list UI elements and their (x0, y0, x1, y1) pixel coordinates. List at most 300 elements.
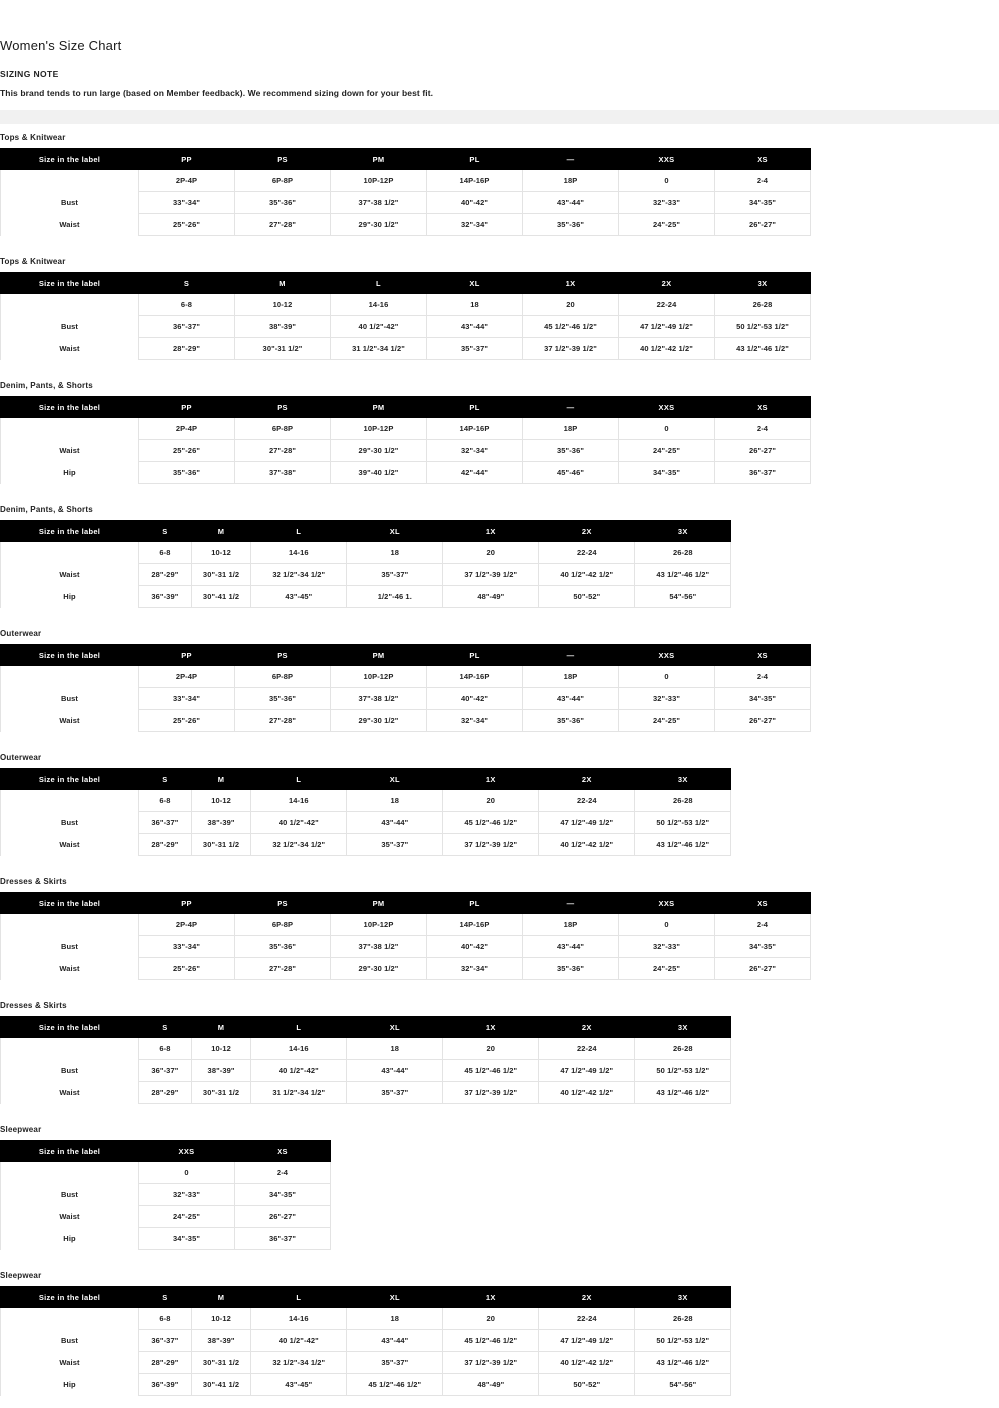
row-label: Waist (1, 1352, 139, 1374)
row-label: Waist (1, 440, 139, 462)
measurement-cell: 45"-46" (523, 462, 619, 484)
size-table (0, 396, 811, 484)
size-section (0, 753, 999, 868)
measurement-cell: 0 (619, 418, 715, 440)
table-row (1, 1060, 731, 1082)
measurement-cell: 43"-44" (347, 812, 443, 834)
measurement-cell: 2-4 (715, 170, 811, 192)
size-section (0, 257, 999, 372)
measurement-cell: 50 1/2"-53 1/2" (635, 812, 731, 834)
size-header-cell: L (251, 769, 347, 790)
measurement-cell: 37 1/2"-39 1/2" (443, 834, 539, 856)
measurement-cell: 6P-8P (235, 914, 331, 936)
row-label (1, 418, 139, 440)
measurement-cell: 22-24 (539, 1038, 635, 1060)
size-header-cell: XXS (619, 645, 715, 666)
table-header-row (1, 769, 731, 790)
measurement-cell: 32"-34" (427, 710, 523, 732)
row-label: Bust (1, 316, 139, 338)
table-header-row (1, 1287, 731, 1308)
measurement-cell: 6-8 (139, 1038, 192, 1060)
measurement-cell: 20 (523, 294, 619, 316)
section-title: Dresses & Skirts (0, 877, 67, 886)
section-spacer (0, 360, 999, 372)
size-header-cell: 2X (539, 1017, 635, 1038)
measurement-cell: 25"-26" (139, 214, 235, 236)
row-label: Waist (1, 1206, 139, 1228)
measurement-cell: 34"-35" (139, 1228, 235, 1250)
measurement-cell: 31 1/2"-34 1/2" (251, 1082, 347, 1104)
section-divider (0, 110, 999, 124)
row-label: Bust (1, 812, 139, 834)
table-row (1, 812, 731, 834)
table-row (1, 294, 811, 316)
row-label: Size in the label (1, 893, 139, 914)
measurement-cell: 38"-39" (235, 316, 331, 338)
measurement-cell: 36"-37" (139, 316, 235, 338)
size-section (0, 877, 999, 992)
measurement-cell: 31 1/2"-34 1/2" (331, 338, 427, 360)
section-spacer (0, 236, 999, 248)
measurement-cell: 45 1/2"-46 1/2" (347, 1374, 443, 1396)
measurement-cell: 40 1/2"-42" (251, 1330, 347, 1352)
measurement-cell: 10P-12P (331, 666, 427, 688)
measurement-cell: 40 1/2"-42" (251, 1060, 347, 1082)
measurement-cell: 43 1/2"-46 1/2" (715, 338, 811, 360)
row-label: Size in the label (1, 521, 139, 542)
measurement-cell: 32"-34" (427, 214, 523, 236)
size-header-cell: — (523, 645, 619, 666)
size-header-cell: 1X (443, 1017, 539, 1038)
row-label (1, 914, 139, 936)
size-header-cell: M (191, 1287, 251, 1308)
measurement-cell: 20 (443, 1308, 539, 1330)
size-header-cell: PL (427, 645, 523, 666)
size-header-cell: M (191, 769, 251, 790)
size-header-cell: S (139, 1017, 192, 1038)
measurement-cell: 6-8 (139, 1308, 192, 1330)
measurement-cell: 18 (427, 294, 523, 316)
measurement-cell: 24"-25" (619, 440, 715, 462)
measurement-cell: 45 1/2"-46 1/2" (443, 1330, 539, 1352)
measurement-cell: 26"-27" (715, 214, 811, 236)
table-row (1, 1352, 731, 1374)
measurement-cell: 34"-35" (235, 1184, 331, 1206)
size-header-cell: PM (331, 645, 427, 666)
size-section (0, 133, 999, 248)
measurement-cell: 38"-39" (191, 812, 251, 834)
measurement-cell: 35"-37" (427, 338, 523, 360)
size-header-cell: L (331, 273, 427, 294)
measurement-cell: 35"-36" (139, 462, 235, 484)
size-table (0, 644, 811, 732)
size-header-cell: XS (715, 645, 811, 666)
measurement-cell: 54"-56" (635, 586, 731, 608)
measurement-cell: 26-28 (715, 294, 811, 316)
measurement-cell: 18 (347, 1038, 443, 1060)
table-row (1, 542, 731, 564)
size-header-cell: 3X (715, 273, 811, 294)
row-label: Bust (1, 936, 139, 958)
table-row (1, 834, 731, 856)
table-row (1, 586, 731, 608)
measurement-cell: 35"-36" (523, 440, 619, 462)
measurement-cell: 35"-36" (235, 936, 331, 958)
table-header-row (1, 521, 731, 542)
measurement-cell: 40 1/2"-42" (331, 316, 427, 338)
measurement-cell: 37 1/2"-39 1/2" (443, 1082, 539, 1104)
row-label (1, 790, 139, 812)
measurement-cell: 35"-36" (523, 958, 619, 980)
row-label (1, 666, 139, 688)
section-title: Denim, Pants, & Shorts (0, 505, 93, 514)
measurement-cell: 14-16 (251, 1038, 347, 1060)
size-header-cell: XL (347, 769, 443, 790)
row-label: Bust (1, 1330, 139, 1352)
measurement-cell: 37 1/2"-39 1/2" (443, 1352, 539, 1374)
measurement-cell: 1/2"-46 1. (347, 586, 443, 608)
measurement-cell: 28"-29" (139, 338, 235, 360)
measurement-cell: 45 1/2"-46 1/2" (523, 316, 619, 338)
size-header-cell: PS (235, 893, 331, 914)
size-header-cell: PS (235, 149, 331, 170)
measurement-cell: 29"-30 1/2" (331, 440, 427, 462)
size-header-cell: PS (235, 397, 331, 418)
section-title: Dresses & Skirts (0, 1001, 67, 1010)
row-label (1, 170, 139, 192)
row-label: Bust (1, 1184, 139, 1206)
size-header-cell: — (523, 397, 619, 418)
measurement-cell: 50"-52" (539, 586, 635, 608)
measurement-cell: 2P-4P (139, 170, 235, 192)
measurement-cell: 2P-4P (139, 418, 235, 440)
row-label: Hip (1, 462, 139, 484)
measurement-cell: 30"-31 1/2" (235, 338, 331, 360)
measurement-cell: 30"-31 1/2 (191, 1082, 251, 1104)
table-row (1, 1308, 731, 1330)
row-label (1, 1038, 139, 1060)
measurement-cell: 32"-33" (139, 1184, 235, 1206)
row-label: Bust (1, 688, 139, 710)
measurement-cell: 35"-36" (523, 214, 619, 236)
section-spacer (0, 608, 999, 620)
measurement-cell: 40 1/2"-42 1/2" (539, 564, 635, 586)
measurement-cell: 28"-29" (139, 564, 192, 586)
size-header-cell: M (191, 521, 251, 542)
measurement-cell: 26"-27" (715, 440, 811, 462)
table-row (1, 936, 811, 958)
size-header-cell: L (251, 1017, 347, 1038)
measurement-cell: 20 (443, 1038, 539, 1060)
row-label: Waist (1, 564, 139, 586)
measurement-cell: 14P-16P (427, 418, 523, 440)
size-header-cell: XS (235, 1141, 331, 1162)
size-header-cell: 1X (443, 1287, 539, 1308)
size-header-cell: PP (139, 645, 235, 666)
measurement-cell: 32"-33" (619, 936, 715, 958)
measurement-cell: 10-12 (191, 542, 251, 564)
measurement-cell: 43 1/2"-46 1/2" (635, 564, 731, 586)
measurement-cell: 24"-25" (619, 958, 715, 980)
table-row (1, 790, 731, 812)
measurement-cell: 47 1/2"-49 1/2" (619, 316, 715, 338)
size-header-cell: L (251, 521, 347, 542)
size-header-cell: 3X (635, 1287, 731, 1308)
measurement-cell: 35"-37" (347, 834, 443, 856)
section-title: Denim, Pants, & Shorts (0, 381, 93, 390)
measurement-cell: 40"-42" (427, 688, 523, 710)
measurement-cell: 33"-34" (139, 192, 235, 214)
measurement-cell: 34"-35" (715, 688, 811, 710)
measurement-cell: 14P-16P (427, 914, 523, 936)
row-label: Waist (1, 214, 139, 236)
measurement-cell: 18P (523, 914, 619, 936)
table-header-row (1, 273, 811, 294)
measurement-cell: 32"-33" (619, 192, 715, 214)
measurement-cell: 32 1/2"-34 1/2" (251, 564, 347, 586)
size-section (0, 381, 999, 496)
measurement-cell: 14-16 (251, 542, 347, 564)
measurement-cell: 36"-39" (139, 586, 192, 608)
measurement-cell: 25"-26" (139, 440, 235, 462)
size-header-cell: XXS (619, 893, 715, 914)
table-row (1, 1206, 331, 1228)
measurement-cell: 34"-35" (715, 192, 811, 214)
measurement-cell: 37"-38" (235, 462, 331, 484)
size-header-cell: XL (347, 521, 443, 542)
table-row (1, 1038, 731, 1060)
row-label (1, 542, 139, 564)
size-header-cell: PP (139, 893, 235, 914)
measurement-cell: 0 (619, 170, 715, 192)
measurement-cell: 10-12 (235, 294, 331, 316)
measurement-cell: 6-8 (139, 294, 235, 316)
size-section (0, 629, 999, 744)
measurement-cell: 37 1/2"-39 1/2" (523, 338, 619, 360)
measurement-cell: 6P-8P (235, 418, 331, 440)
measurement-cell: 18P (523, 170, 619, 192)
measurement-cell: 43"-45" (251, 1374, 347, 1396)
sizing-note-body: This brand tends to run large (based on Member feedback). We recommend sizing down for your best fit. (0, 88, 434, 98)
measurement-cell: 54"-56" (635, 1374, 731, 1396)
measurement-cell: 43 1/2"-46 1/2" (635, 834, 731, 856)
section-title: Sleepwear (0, 1271, 42, 1280)
measurement-cell: 32 1/2"-34 1/2" (251, 834, 347, 856)
table-row (1, 958, 811, 980)
table-row (1, 170, 811, 192)
measurement-cell: 43"-44" (427, 316, 523, 338)
measurement-cell: 2-4 (715, 666, 811, 688)
row-label: Waist (1, 834, 139, 856)
table-row (1, 316, 811, 338)
measurement-cell: 26-28 (635, 790, 731, 812)
measurement-cell: 40"-42" (427, 192, 523, 214)
table-header-row (1, 893, 811, 914)
measurement-cell: 10-12 (191, 790, 251, 812)
measurement-cell: 42"-44" (427, 462, 523, 484)
measurement-cell: 14-16 (251, 790, 347, 812)
measurement-cell: 29"-30 1/2" (331, 214, 427, 236)
measurement-cell: 6-8 (139, 542, 192, 564)
size-header-cell: — (523, 893, 619, 914)
measurement-cell: 43"-44" (347, 1060, 443, 1082)
size-table (0, 148, 811, 236)
measurement-cell: 18P (523, 666, 619, 688)
size-header-cell: XXS (619, 149, 715, 170)
size-table (0, 768, 731, 856)
table-header-row (1, 645, 811, 666)
size-header-cell: XL (347, 1017, 443, 1038)
measurement-cell: 37"-38 1/2" (331, 936, 427, 958)
size-header-cell: XS (715, 893, 811, 914)
measurement-cell: 45 1/2"-46 1/2" (443, 1060, 539, 1082)
size-header-cell: PM (331, 397, 427, 418)
section-spacer (0, 1104, 999, 1116)
size-table (0, 272, 811, 360)
measurement-cell: 39"-40 1/2" (331, 462, 427, 484)
section-spacer (0, 1396, 999, 1408)
measurement-cell: 26"-27" (235, 1206, 331, 1228)
size-header-cell: PL (427, 397, 523, 418)
measurement-cell: 14P-16P (427, 170, 523, 192)
measurement-cell: 34"-35" (715, 936, 811, 958)
size-header-cell: XS (715, 397, 811, 418)
measurement-cell: 40"-42" (427, 936, 523, 958)
measurement-cell: 35"-36" (235, 688, 331, 710)
size-header-cell: M (235, 273, 331, 294)
measurement-cell: 30"-31 1/2 (191, 834, 251, 856)
size-header-cell: XXS (619, 397, 715, 418)
size-header-cell: XL (427, 273, 523, 294)
size-table (0, 1140, 331, 1250)
size-table (0, 520, 731, 608)
size-header-cell: — (523, 149, 619, 170)
section-title: Tops & Knitwear (0, 257, 66, 266)
size-section (0, 1001, 999, 1116)
measurement-cell: 32"-33" (619, 688, 715, 710)
measurement-cell: 32"-34" (427, 440, 523, 462)
table-row (1, 710, 811, 732)
size-header-cell: S (139, 769, 192, 790)
size-header-cell: XL (347, 1287, 443, 1308)
measurement-cell: 14-16 (251, 1308, 347, 1330)
section-title: Tops & Knitwear (0, 133, 66, 142)
size-header-cell: S (139, 521, 192, 542)
row-label: Size in the label (1, 1017, 139, 1038)
size-header-cell: 2X (539, 1287, 635, 1308)
measurement-cell: 34"-35" (619, 462, 715, 484)
measurement-cell: 50"-52" (539, 1374, 635, 1396)
measurement-cell: 33"-34" (139, 936, 235, 958)
measurement-cell: 26"-27" (715, 958, 811, 980)
size-section (0, 505, 999, 620)
measurement-cell: 40 1/2"-42" (251, 812, 347, 834)
table-row (1, 462, 811, 484)
measurement-cell: 48"-49" (443, 1374, 539, 1396)
measurement-cell: 20 (443, 790, 539, 812)
size-section (0, 1125, 999, 1262)
table-header-row (1, 1017, 731, 1038)
row-label: Size in the label (1, 769, 139, 790)
measurement-cell: 36"-39" (139, 1374, 192, 1396)
measurement-cell: 26-28 (635, 1038, 731, 1060)
measurement-cell: 0 (619, 914, 715, 936)
section-spacer (0, 484, 999, 496)
size-header-cell: S (139, 1287, 192, 1308)
measurement-cell: 36"-37" (139, 1330, 192, 1352)
measurement-cell: 30"-31 1/2 (191, 1352, 251, 1374)
measurement-cell: 30"-41 1/2 (191, 586, 251, 608)
row-label (1, 1308, 139, 1330)
measurement-cell: 10P-12P (331, 914, 427, 936)
measurement-cell: 40 1/2"-42 1/2" (619, 338, 715, 360)
measurement-cell: 20 (443, 542, 539, 564)
measurement-cell: 26-28 (635, 542, 731, 564)
measurement-cell: 37"-38 1/2" (331, 192, 427, 214)
measurement-cell: 40 1/2"-42 1/2" (539, 1082, 635, 1104)
row-label: Size in the label (1, 1141, 139, 1162)
measurement-cell: 28"-29" (139, 1352, 192, 1374)
row-label: Size in the label (1, 397, 139, 418)
measurement-cell: 10-12 (191, 1308, 251, 1330)
measurement-cell: 29"-30 1/2" (331, 710, 427, 732)
table-row (1, 914, 811, 936)
table-header-row (1, 149, 811, 170)
row-label (1, 1162, 139, 1184)
measurement-cell: 18 (347, 790, 443, 812)
measurement-cell: 18 (347, 1308, 443, 1330)
measurement-cell: 2P-4P (139, 914, 235, 936)
size-header-cell: S (139, 273, 235, 294)
measurement-cell: 10P-12P (331, 170, 427, 192)
table-header-row (1, 1141, 331, 1162)
size-header-cell: PL (427, 149, 523, 170)
measurement-cell: 22-24 (539, 1308, 635, 1330)
section-spacer (0, 732, 999, 744)
measurement-cell: 47 1/2"-49 1/2" (539, 1330, 635, 1352)
size-section (0, 1271, 999, 1408)
row-label: Waist (1, 958, 139, 980)
measurement-cell: 6-8 (139, 790, 192, 812)
row-label: Waist (1, 710, 139, 732)
measurement-cell: 6P-8P (235, 666, 331, 688)
table-row (1, 338, 811, 360)
section-title: Outerwear (0, 753, 42, 762)
size-header-cell: PP (139, 149, 235, 170)
page-title: Women's Size Chart (0, 38, 122, 53)
section-spacer (0, 980, 999, 992)
measurement-cell: 35"-36" (235, 192, 331, 214)
measurement-cell: 50 1/2"-53 1/2" (715, 316, 811, 338)
measurement-cell: 27"-28" (235, 214, 331, 236)
measurement-cell: 36"-37" (139, 1060, 192, 1082)
measurement-cell: 50 1/2"-53 1/2" (635, 1060, 731, 1082)
measurement-cell: 43"-45" (251, 586, 347, 608)
table-row (1, 418, 811, 440)
measurement-cell: 43"-44" (523, 936, 619, 958)
measurement-cell: 32 1/2"-34 1/2" (251, 1352, 347, 1374)
measurement-cell: 32"-34" (427, 958, 523, 980)
measurement-cell: 28"-29" (139, 1082, 192, 1104)
row-label (1, 294, 139, 316)
size-header-cell: 2X (619, 273, 715, 294)
row-label: Waist (1, 338, 139, 360)
table-row (1, 1162, 331, 1184)
measurement-cell: 2-4 (715, 418, 811, 440)
size-header-cell: PS (235, 645, 331, 666)
table-row (1, 192, 811, 214)
measurement-cell: 35"-36" (523, 710, 619, 732)
